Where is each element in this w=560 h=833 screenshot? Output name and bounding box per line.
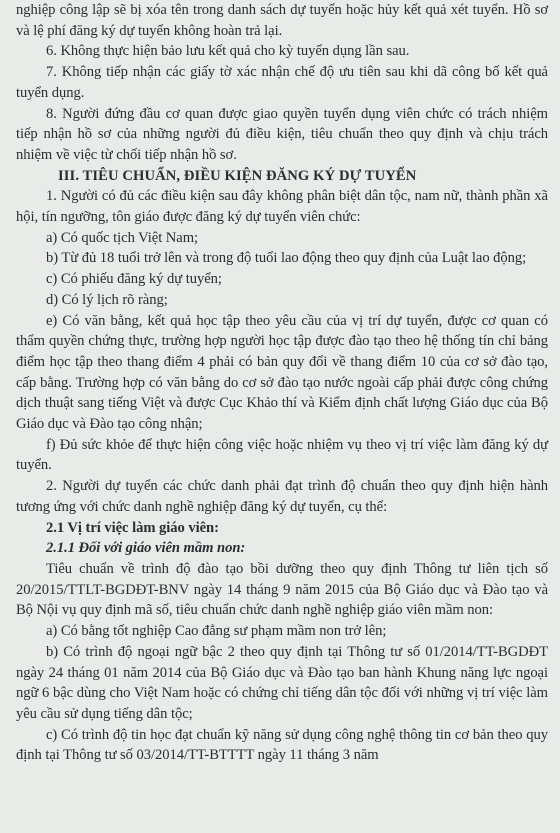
subheading-2-1: 2.1 Vị trí việc làm giáo viên: [46, 519, 219, 536]
subheading-2-1-1: 2.1.1 Đối với giáo viên mầm non: [46, 540, 246, 557]
list-item-c: c) Có phiếu đăng ký dự tuyển; [46, 271, 222, 288]
requirement-item-a: a) Có bằng tốt nghiệp Cao đẳng sư phạm mầm non trở lên; [46, 623, 387, 640]
requirement-item-c: c) Có trình độ tin học đạt chuẩn kỹ năng sử dụng công nghệ thông tin cơ bản theo quy định tại Thông tư số 03/2014/TT-BTTTT ngày 11 tháng 3 năm [16, 726, 548, 764]
list-item-a: a) Có quốc tịch Việt Nam; [46, 229, 199, 246]
paragraph-condition-2: 2. Người dự tuyển các chức danh phải đạt trình độ chuẩn theo quy định hiện hành tương ứng với chức danh nghề nghiệp đăng ký dự tuyển, cụ thể: [16, 478, 548, 515]
paragraph-condition-1: 1. Người có đủ các điều kiện sau đây không phân biệt dân tộc, nam nữ, thành phần xã hội, tín ngưỡng, tôn giáo được đăng ký dự tuyển viên chức: [16, 188, 548, 226]
list-item-f: f) Đủ sức khỏe để thực hiện công việc hoặc nhiệm vụ theo vị trí việc làm đăng ký dự tuyển. [16, 436, 548, 474]
section-heading-iii: III. TIÊU CHUẨN, ĐIỀU KIỆN ĐĂNG KÝ DỰ TUYỂN [58, 167, 417, 184]
paragraph-item-8: 8. Người đứng đầu cơ quan được giao quyền tuyển dụng viên chức có trách nhiệm tiếp nhận hồ sơ của những người đủ điều kiện, tiêu chuẩn theo quy định và chịu trách nhiệm về việc từ chối tiếp nhận hồ sơ. [16, 105, 548, 163]
list-item-d: d) Có lý lịch rõ ràng; [46, 291, 168, 308]
paragraph-continuation: nghiệp công lập sẽ bị xóa tên trong danh sách dự tuyển hoặc hủy kết quả xét tuyển. Hồ sơ và lệ phí đăng ký dự tuyển không hoàn trả lại. [16, 2, 548, 39]
paragraph-item-7: 7. Không tiếp nhận các giấy tờ xác nhận chế độ ưu tiên sau khi dã công bố kết quả tuyển dụng. [16, 64, 548, 101]
list-item-e: e) Có văn bằng, kết quả học tập theo yêu cầu của vị trí dự tuyển, được cơ quan có thẩm quyền chứng thực, trường hợp người học tập được đào tạo theo hệ thống tín chỉ bảng điểm học tập theo thang điểm 4 phải có bản quy đổi về thang điểm 10 của cơ sở đào tạo, cấp bằng. Trường hợp có văn bằng do cơ sở đào tạo nước ngoài cấp phải được công chứng dịch thuật sang tiếng Việt và được Cục Khảo thí và Kiểm định chất lượng Giáo dục của Bộ Giáo dục và Đào tạo công nhận; [16, 312, 548, 433]
paragraph-item-6: 6. Không thực hiện bảo lưu kết quả cho kỳ tuyển dụng lần sau. [46, 43, 410, 60]
paragraph-standard: Tiêu chuẩn về trình độ đào tạo bồi dưỡng theo quy định Thông tư liên tịch số 20/2015/TTLT-BGDĐT-BNV ngày 14 tháng 9 năm 2015 của Bộ Giáo dục và Đào tạo và Bộ Nội vụ quy định mã số, tiêu chuẩn chức danh nghề nghiệp giáo viên mầm non: [16, 560, 548, 619]
requirement-item-b: b) Có trình độ ngoại ngữ bậc 2 theo quy định tại Thông tư số 01/2014/TT-BGDĐT ngày 24 tháng 01 năm 2014 của Bộ Giáo dục và Đào tạo ban hành Khung năng lực ngoại ngữ 6 bậc dùng cho Việt Nam hoặc có chứng chỉ tiếng dân tộc đối với những vị trí việc làm yêu cầu sử dụng tiếng dân tộc; [16, 643, 548, 722]
list-item-b: b) Từ đủ 18 tuổi trở lên và trong độ tuổi lao động theo quy định của Luật lao động; [46, 250, 527, 267]
